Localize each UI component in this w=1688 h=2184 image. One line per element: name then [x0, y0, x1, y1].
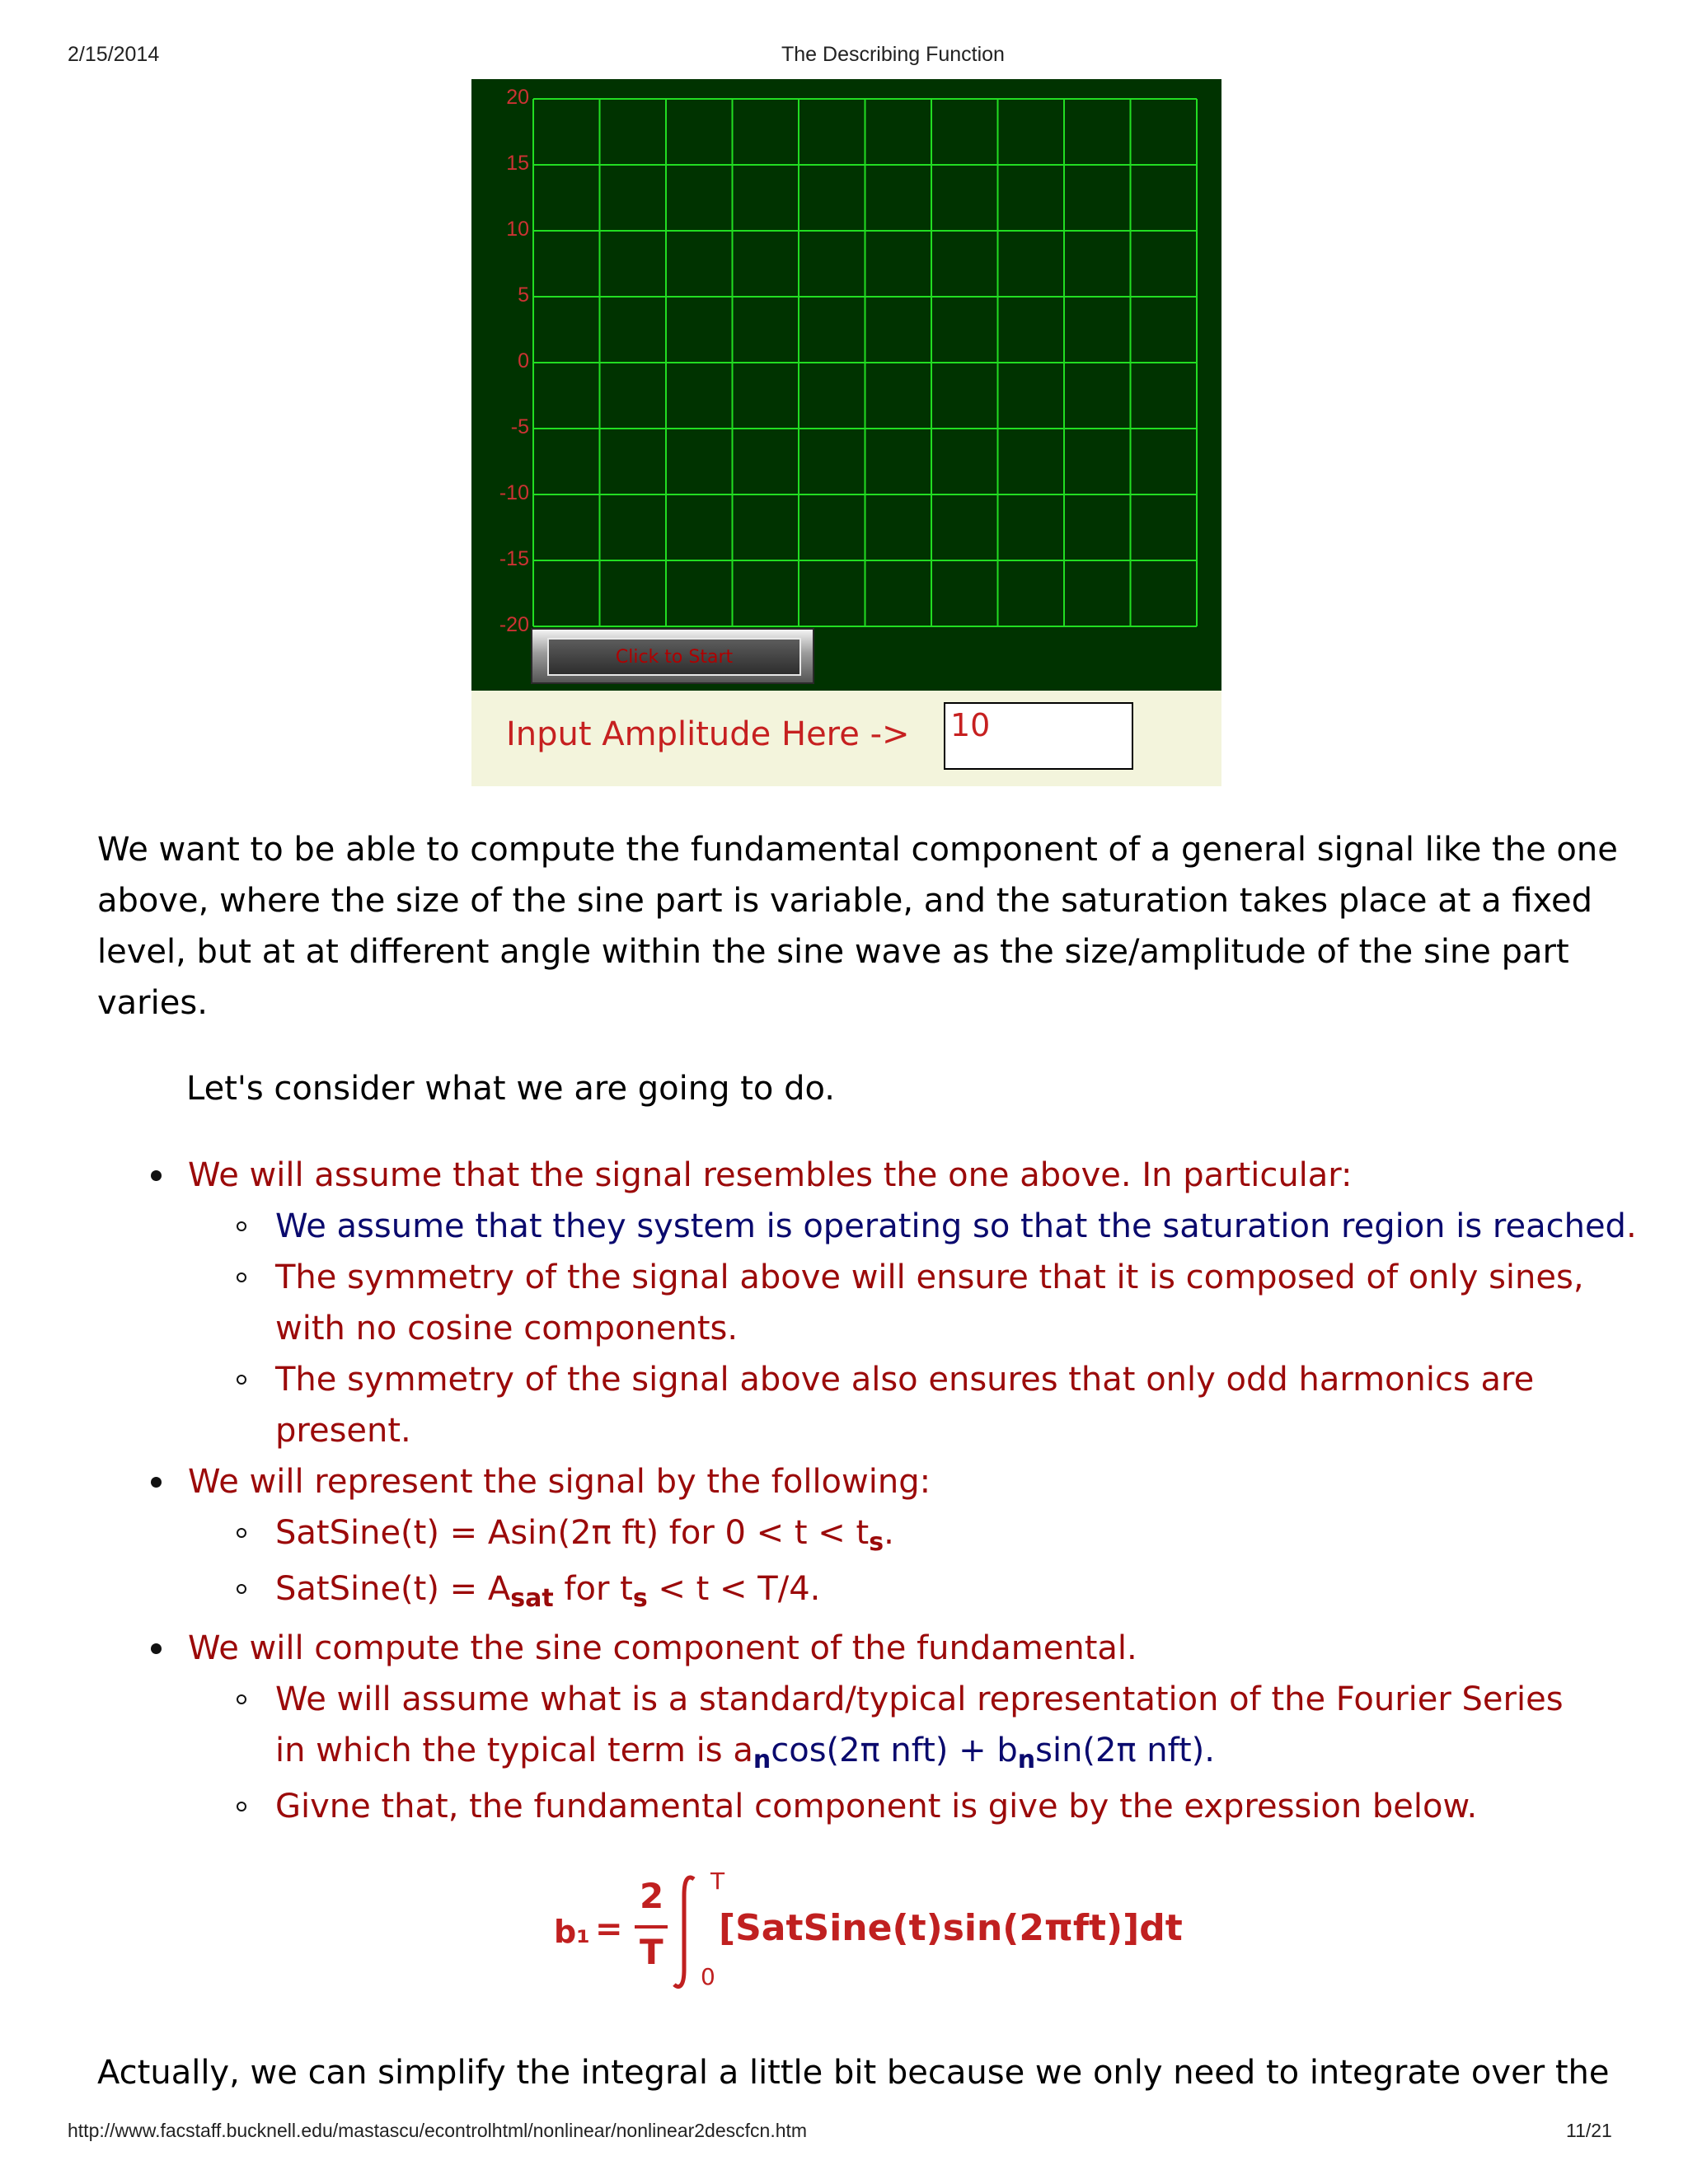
- page-number: 11/21: [1566, 2120, 1612, 2141]
- fraction-bar: [635, 1925, 668, 1929]
- subscript-n: n: [1017, 1746, 1036, 1774]
- y-tick-label: 0: [518, 349, 529, 373]
- y-tick-label: -10: [499, 481, 529, 504]
- bullet-3-sub-1-line-2: [275, 1725, 1215, 1776]
- y-tick-label: -20: [499, 613, 529, 636]
- subscript-n: n: [753, 1746, 771, 1774]
- print-date: 2/15/2014: [68, 43, 160, 66]
- for-ts: for t: [553, 1570, 633, 1608]
- range-end: < t < T/4.: [647, 1570, 821, 1608]
- bullet-dot: [151, 1643, 162, 1654]
- formula-denominator: T: [640, 1932, 663, 1972]
- amplitude-panel: [471, 691, 1221, 786]
- start-button-face[interactable]: [547, 638, 801, 676]
- bullet-2-sub-1: [275, 1507, 894, 1558]
- fundamental-formula: [554, 1868, 1183, 2003]
- bullet-2-sub-2: [275, 1563, 820, 1615]
- sub-bullet-circle: [237, 1584, 246, 1594]
- satsine-sine-part: SatSine(t) = Asin(2π ft) for 0 < t < t: [275, 1514, 870, 1552]
- intro-line-2: above, where the size of the sine part is variable, and the saturation takes place at a fixed: [97, 882, 1592, 920]
- y-tick-label: 20: [506, 86, 529, 109]
- y-tick-label: -15: [499, 547, 529, 570]
- bullet-dot: [151, 1170, 162, 1181]
- bullet-3: We will compute the sine component of the fundamental.: [188, 1629, 1137, 1667]
- page-title: The Describing Function: [781, 43, 1005, 66]
- typical-term-middle: cos(2π nft) + b: [771, 1732, 1018, 1769]
- bullet-1-sub-2-line-2: with no cosine components.: [275, 1310, 738, 1347]
- sub-bullet-circle: [237, 1528, 246, 1538]
- integral-upper-limit: T: [710, 1868, 725, 1895]
- intro-line-1: We want to be able to compute the fundamental component of a general signal like the one: [97, 831, 1618, 869]
- bullet-1-sub-1: We assume that they system is operating so that the saturation region is reached.: [275, 1207, 1637, 1245]
- intro-line-3: level, but at at different angle within the sine wave as the size/amplitude of the sine part: [97, 933, 1569, 971]
- describing-function-applet: [471, 79, 1221, 786]
- subscript-s: s: [632, 1584, 648, 1613]
- amplitude-input[interactable]: 10: [944, 702, 1133, 770]
- sub-bullet-circle: [237, 1272, 246, 1282]
- sub-bullet-circle: [237, 1375, 246, 1385]
- bullet-1-sub-3-line-1: The symmetry of the signal above also ensures that only odd harmonics are: [275, 1361, 1535, 1399]
- subscript-sat: sat: [510, 1584, 554, 1613]
- bullet-dot: [151, 1477, 162, 1488]
- integral-lower-limit: 0: [701, 1963, 715, 1990]
- typical-term-end: sin(2π nft).: [1035, 1732, 1215, 1769]
- integral-sign-icon: [669, 1871, 702, 1994]
- y-tick-label: 15: [506, 152, 529, 175]
- plot-grid: [471, 79, 1221, 691]
- satsine-sat-part: SatSine(t) = A: [275, 1570, 511, 1608]
- period: .: [884, 1514, 894, 1552]
- bullet-2: We will represent the signal by the following:: [188, 1463, 931, 1501]
- bullet-1-sub-1-text: We assume that they system is operating so that the saturation region is reached: [275, 1207, 1626, 1245]
- start-button[interactable]: [531, 628, 814, 684]
- integrand: [SatSine(t)sin(2πft)]dt: [719, 1907, 1183, 1949]
- plot-area: [471, 79, 1221, 691]
- sub-bullet-circle: [237, 1802, 246, 1811]
- subscript-s: s: [869, 1528, 884, 1557]
- formula-equals: =: [595, 1910, 623, 1948]
- amplitude-label: Input Amplitude Here ->: [506, 715, 910, 753]
- typical-term-intro: in which the typical term is a: [275, 1732, 753, 1769]
- sub-bullet-circle: [237, 1221, 246, 1231]
- consider-line: Let's consider what we are going to do.: [186, 1070, 835, 1108]
- page-url: http://www.facstaff.bucknell.edu/mastascu/econtrolhtml/nonlinear/nonlinear2descfcn.htm: [68, 2120, 808, 2141]
- bullet-3-sub-2: Givne that, the fundamental component is give by the expression below.: [275, 1788, 1478, 1825]
- formula-numerator: 2: [640, 1876, 664, 1916]
- intro-line-4: varies.: [97, 984, 208, 1022]
- y-tick-label: 10: [506, 218, 529, 241]
- y-tick-label: 5: [518, 284, 529, 307]
- sub-bullet-circle: [237, 1694, 246, 1704]
- bullet-1-sub-3-line-2: present.: [275, 1412, 411, 1450]
- formula-lhs: b₁: [554, 1914, 590, 1950]
- start-button-label: Click to Start: [615, 646, 734, 668]
- outro-line: Actually, we can simplify the integral a little bit because we only need to integrate over the: [97, 2054, 1610, 2092]
- bullet-3-sub-1-line-1: We will assume what is a standard/typical representation of the Fourier Series: [275, 1680, 1564, 1718]
- y-tick-label: -5: [510, 415, 529, 438]
- bullet-1-sub-2-line-1: The symmetry of the signal above will ensure that it is composed of only sines,: [275, 1258, 1584, 1296]
- bullet-1: We will assume that the signal resembles the one above. In particular:: [188, 1156, 1353, 1194]
